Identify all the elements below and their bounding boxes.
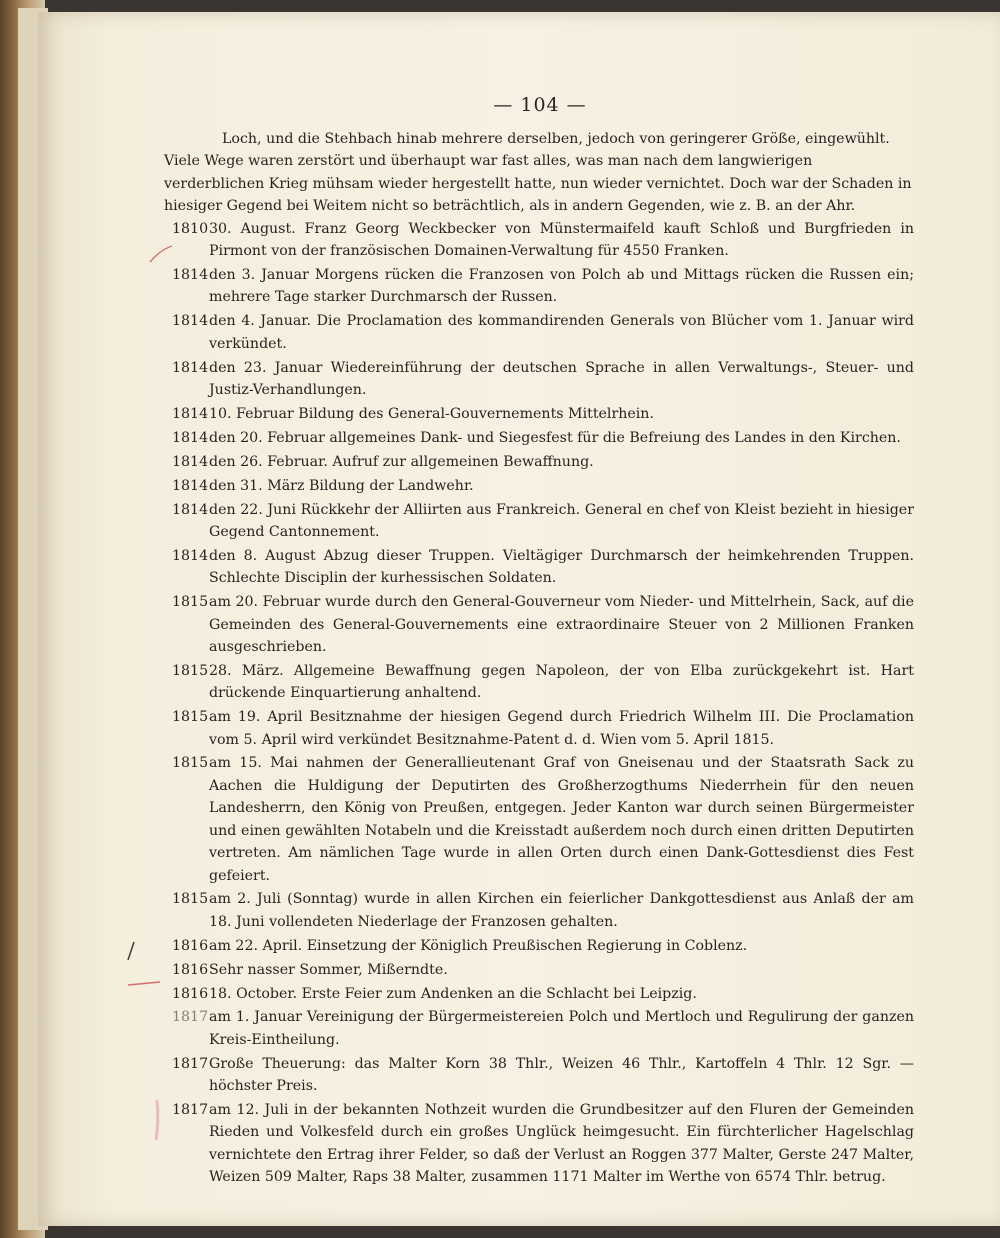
entry-text: am 19. April Besitznahme der hiesigen Gegend durch Friedrich Wilhelm III. Die Proclamation vom 5. April wird verkündet Besitznahme-Patent d. d. Wien vom 5. April 1815.	[209, 709, 914, 748]
entry-text: den 31. März Bildung der Landwehr.	[209, 477, 474, 494]
entry-year: 1816	[172, 937, 209, 954]
chronicle-entry	[164, 427, 914, 449]
entry-year: 1810	[172, 220, 209, 237]
entry-year: 1814	[172, 547, 209, 564]
page-number: — 104 —	[493, 94, 587, 116]
chronicle-entry	[164, 959, 914, 981]
entry-year: 1817	[172, 1102, 209, 1119]
chronicle-entry	[164, 888, 914, 933]
entry-text: am 12. Juli in der bekannten Nothzeit wurden die Grundbesitzer auf den Fluren der Gemeinden Rieden und Volkesfeld durch ein großes Unglück heimgesucht. Ein fürchterlicher Hagelschlag vernichtete den Ertrag ihrer Felder, so daß der Verlust an Roggen 377 Malter, Gerste 247 Malter, Weizen 509 Malter, Raps 38 Malter, zusammen 1171 Malter im Werthe von 6574 Thlr. betrug.	[209, 1102, 914, 1186]
entry-text: am 20. Februar wurde durch den General-Gouverneur vom Nieder- und Mittelrhein, Sack, auf die Gemeinden des General-Gouvernements eine extraordinaire Steuer von 2 Millionen Franken ausgeschrieben.	[209, 594, 914, 655]
chronicle-entry	[164, 660, 914, 705]
chronicle-entry	[164, 1006, 914, 1051]
entry-year: 1816	[172, 985, 209, 1002]
chronicle-entry	[164, 1099, 914, 1189]
chronicle-entry	[164, 475, 914, 497]
entry-text: am 2. Juli (Sonntag) wurde in allen Kirchen ein feierlicher Dankgottesdienst aus Anlaß der am 18. Juni vollendeten Niederlage der Franzosen gehalten.	[209, 891, 914, 930]
entry-year: 1814	[172, 313, 209, 330]
entry-text: am 1. Januar Vereinigung der Bürgermeistereien Polch und Mertloch und Regulirung der ganzen Kreis-Eintheilung.	[209, 1009, 914, 1048]
chronicle-entry	[164, 403, 914, 425]
entry-year: 1814	[172, 429, 209, 446]
entry-year: 1814	[172, 266, 209, 283]
entry-text: den 26. Februar. Aufruf zur allgemeinen Bewaffnung.	[209, 453, 594, 470]
chronicle-entry	[164, 591, 914, 658]
chronicle-entry	[164, 983, 914, 1005]
chronicle-entry	[164, 451, 914, 473]
entry-text: 28. März. Allgemeine Bewaffnung gegen Napoleon, der von Elba zurückgekehrt ist. Hart drückende Einquartierung anhaltend.	[209, 662, 914, 702]
chronicle-entry	[164, 935, 914, 957]
entry-text: am 15. Mai nahmen der Generallieutenant Graf von Gneisenau und der Staatsrath Sack zu Aachen die Huldigung der Deputirten des Großherzogthums Niederrhein für den neuen Landesherrn, den König von Preußen, entgegen. Jeder Kanton war durch seinen Bürgermeister und einen gewählten Notabeln und die Kreisstadt außerdem noch durch einen dritten Deputirten vertreten. Am nämlichen Tage wurde in allen Orten durch einen Dank-Gottesdienst dies Fest gefeiert.	[209, 755, 914, 884]
entry-year: 1817	[172, 1055, 209, 1072]
entry-text: 18. October. Erste Feier zum Andenken an die Schlacht bei Leipzig.	[209, 985, 697, 1002]
entry-year: 1815	[172, 594, 209, 611]
chronicle-entry	[164, 752, 914, 886]
entry-text: 10. Februar Bildung des General-Gouvernements Mittelrhein.	[209, 405, 654, 422]
entry-year: 1817	[172, 1009, 209, 1026]
entry-year: 1814	[172, 501, 209, 518]
entry-year: 1816	[172, 961, 209, 978]
entry-year: 1814	[172, 477, 209, 494]
chronicle-entry	[164, 545, 914, 590]
entry-year: 1815	[172, 709, 209, 726]
entry-text: Sehr nasser Sommer, Mißerndte.	[209, 961, 448, 978]
entry-text: den 4. Januar. Die Proclamation des kommandirenden Generals von Blücher vom 1. Januar wird verkündet.	[209, 313, 914, 352]
entry-year: 1815	[172, 891, 209, 908]
entry-year: 1815	[172, 662, 209, 679]
intro-paragraph: Loch, und die Stehbach hinab mehrere derselben, jedoch von geringerer Größe, eingewühlt. Viele Wege waren zerstört und überhaupt war fast alles, was man nach dem langwierigen verderblichen Krieg mühsam wieder hergestellt hatte, nun wieder vernichtet. Doch war der Schaden in hiesiger Gegend bei Weitem nicht so beträchtlich, als in andern Gegenden, wie z. B. an der Ahr.	[164, 131, 912, 215]
chronicle-entry	[164, 357, 914, 402]
entry-text: 30. August. Franz Georg Weckbecker von Münstermaifeld kauft Schloß und Burgfrieden in Pirmont von der französischen Domainen-Verwaltung für 4550 Franken.	[209, 220, 914, 260]
entry-year: 1814	[172, 405, 209, 422]
chronicle-text	[164, 128, 914, 1190]
chronicle-entry	[164, 499, 914, 544]
chronicle-entry	[164, 1053, 914, 1098]
chronicle-entry	[164, 264, 914, 309]
entry-year: 1814	[172, 359, 209, 376]
entry-text: den 20. Februar allgemeines Dank- und Siegesfest für die Befreiung des Landes in den Kirchen.	[209, 429, 901, 446]
entry-year: 1815	[172, 755, 209, 772]
entry-text: den 23. Januar Wiedereinführung der deutschen Sprache in allen Verwaltungs-, Steuer- und Justiz-Verhandlungen.	[209, 359, 914, 398]
entry-text: den 8. August Abzug dieser Truppen. Vieltägiger Durchmarsch der heimkehrenden Truppen. Schlechte Disciplin der kurhessischen Soldaten.	[209, 547, 914, 587]
entry-list	[164, 218, 914, 1189]
entry-text: Große Theuerung: das Malter Korn 38 Thlr., Weizen 46 Thlr., Kartoffeln 4 Thlr. 12 Sgr. — höchster Preis.	[209, 1055, 914, 1095]
entry-text: den 22. Juni Rückkehr der Alliirten aus Frankreich. General en chef von Kleist bezieht in hiesiger Gegend Cantonnement.	[209, 501, 914, 540]
chronicle-entry	[164, 310, 914, 355]
entry-text: den 3. Januar Morgens rücken die Franzosen von Polch ab und Mittags rücken die Russen ein; mehrere Tage starker Durchmarsch der Russen.	[209, 266, 914, 306]
entry-year: 1814	[172, 453, 209, 470]
chronicle-entry	[164, 218, 914, 263]
chronicle-entry	[164, 706, 914, 751]
entry-text: am 22. April. Einsetzung der Königlich Preußischen Regierung in Coblenz.	[209, 937, 748, 954]
